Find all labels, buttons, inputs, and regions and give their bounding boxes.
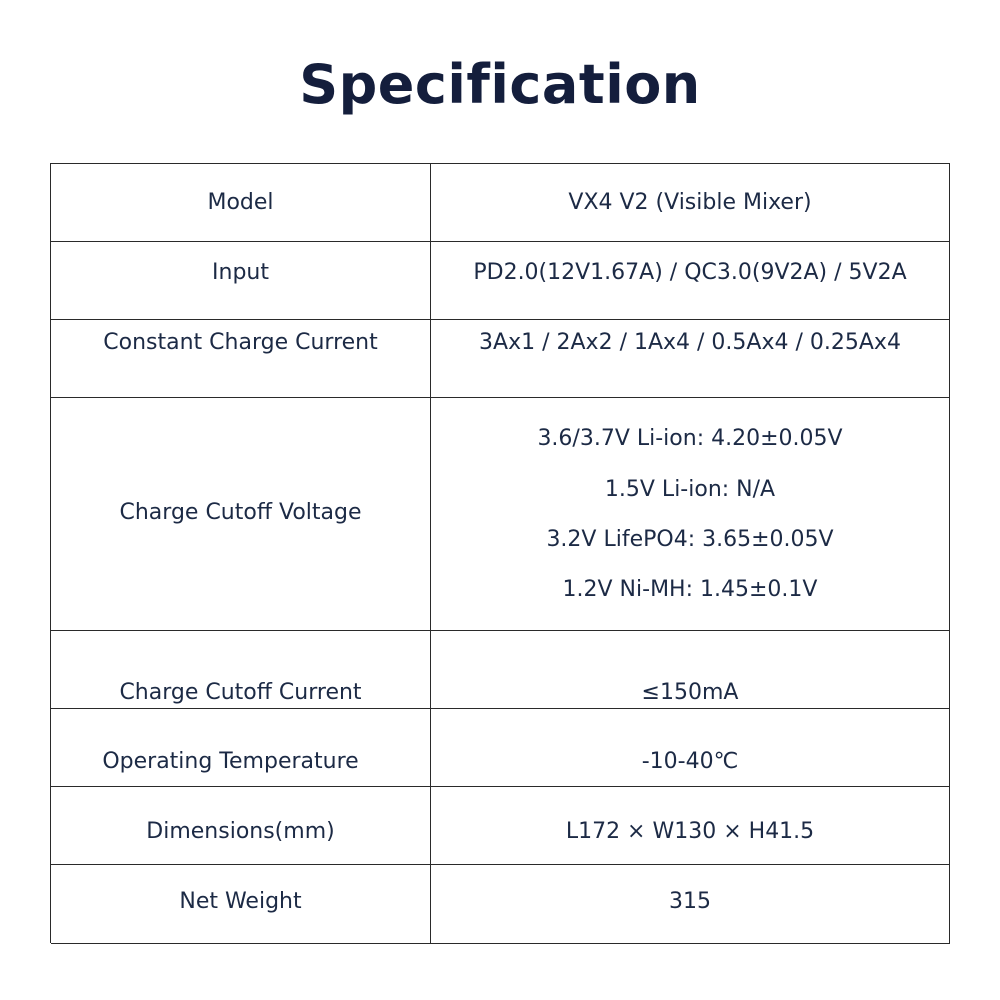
spec-label-cell	[51, 787, 431, 864]
table-row	[51, 320, 950, 398]
spec-value: 315	[669, 889, 711, 914]
spec-label: Operating Temperature	[102, 749, 359, 774]
spec-value-cell	[431, 787, 950, 864]
spec-value-cell	[431, 242, 950, 319]
spec-value-cell	[431, 631, 950, 708]
spec-table	[50, 163, 950, 943]
spec-value-line: 3.2V LifePO4: 3.65±0.05V	[546, 527, 834, 552]
spec-label: Input	[212, 260, 269, 285]
table-row	[51, 865, 950, 944]
spec-label-cell	[51, 164, 431, 241]
spec-value-cell	[431, 865, 950, 943]
table-row	[51, 242, 950, 320]
spec-value-cell	[431, 164, 950, 241]
spec-label: Model	[207, 190, 274, 215]
spec-value-cell	[431, 320, 950, 397]
spec-label-cell	[51, 398, 431, 630]
spec-label-cell	[51, 631, 431, 708]
spec-value: 3Ax1 / 2Ax2 / 1Ax4 / 0.5Ax4 / 0.25Ax4	[479, 330, 901, 355]
spec-value-cell	[431, 709, 950, 786]
spec-value-line: 3.6/3.7V Li-ion: 4.20±0.05V	[537, 426, 843, 451]
spec-label: Dimensions(mm)	[146, 819, 335, 844]
spec-label: Net Weight	[179, 889, 302, 914]
spec-value-line: 1.2V Ni-MH: 1.45±0.1V	[562, 577, 818, 602]
table-row	[51, 631, 950, 709]
spec-value-cell	[431, 398, 950, 630]
spec-value: VX4 V2 (Visible Mixer)	[568, 190, 812, 215]
spec-value: L172 × W130 × H41.5	[565, 819, 815, 844]
spec-label-cell	[51, 320, 431, 397]
table-row	[51, 164, 950, 242]
spec-value-line: 1.5V Li-ion: N/A	[604, 477, 776, 502]
table-row	[51, 398, 950, 631]
spec-label: Charge Cutoff Voltage	[119, 500, 362, 525]
spec-label-cell	[51, 865, 431, 943]
spec-label-cell	[51, 242, 431, 319]
page-title: Specification	[299, 53, 701, 116]
table-row	[51, 787, 950, 865]
spec-value: -10-40℃	[641, 749, 739, 774]
spec-label: Constant Charge Current	[103, 330, 378, 355]
spec-value: ≤150mA	[641, 680, 739, 705]
spec-label-cell	[51, 709, 431, 786]
spec-label: Charge Cutoff Current	[119, 680, 362, 705]
table-row	[51, 709, 950, 787]
spec-value: PD2.0(12V1.67A) / QC3.0(9V2A) / 5V2A	[473, 260, 907, 285]
